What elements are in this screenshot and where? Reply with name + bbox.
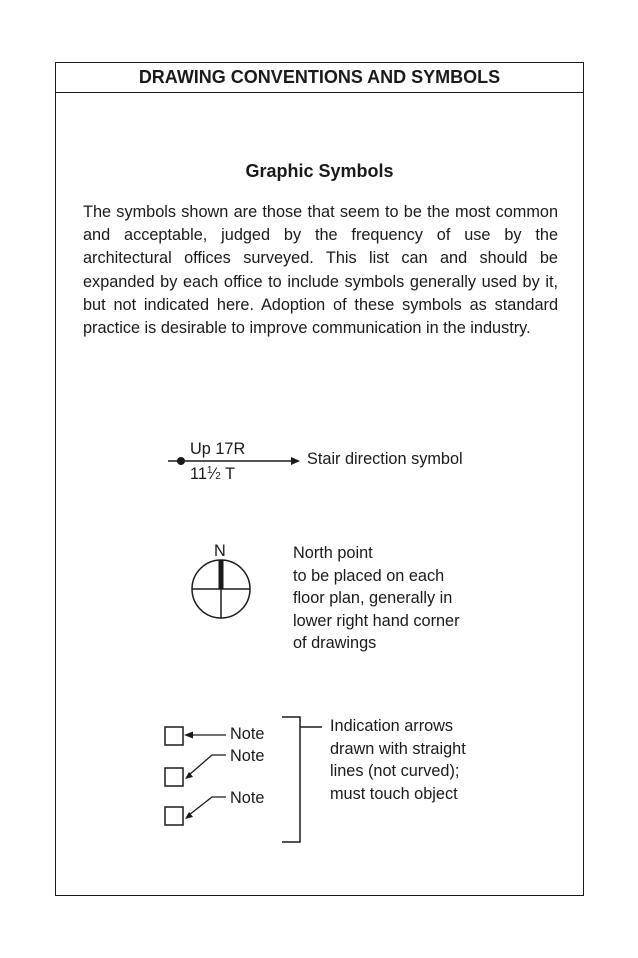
tread-whole: 11 (190, 465, 207, 483)
note-bracket (282, 717, 300, 842)
notes-description (330, 715, 466, 805)
note-label: Note (230, 725, 265, 743)
notes-line: drawn with straight (330, 739, 466, 758)
north-line: of drawings (293, 634, 377, 653)
north-point-symbol (192, 560, 250, 618)
tread-unit: T (225, 465, 235, 483)
notes-line: must touch object (330, 784, 458, 803)
stair-riser-label: Up 17R (190, 440, 246, 458)
note-box (165, 727, 183, 745)
note-label: Note (230, 747, 265, 765)
north-line: North point (293, 544, 373, 562)
north-line: floor plan, generally in (293, 589, 453, 608)
intro-paragraph: The symbols shown are those that seem to be the most common and acceptable, judged by the frequency of use by the architectural offices surveyed. This list can and should be expanded by each office to include symbols generally used by it, but not indicated here. Adoption of these symbols as standard practice is desirable to improve communication in the industry. (83, 203, 558, 338)
tread-denominator: 2 (215, 471, 221, 482)
north-line: to be placed on each (293, 566, 445, 585)
stair-tread-label (190, 463, 235, 489)
stair-arrowhead (291, 457, 300, 465)
fraction-slash: ⁄ (212, 465, 216, 483)
north-line: lower right hand corner (293, 611, 460, 630)
tread-numerator: 1 (206, 465, 213, 476)
north-letter: N (214, 542, 226, 560)
note-label: Note (230, 789, 265, 807)
section-title: Graphic Symbols (245, 161, 394, 181)
stair-start-dot (177, 457, 185, 465)
stair-description: Stair direction symbol (307, 450, 463, 468)
notes-line: Indication arrows (330, 717, 454, 735)
page-header: DRAWING CONVENTIONS AND SYMBOLS (56, 63, 583, 93)
north-description (293, 542, 460, 655)
note-box (165, 768, 183, 786)
note-box (165, 807, 183, 825)
notes-line: lines (not curved); (330, 762, 460, 781)
